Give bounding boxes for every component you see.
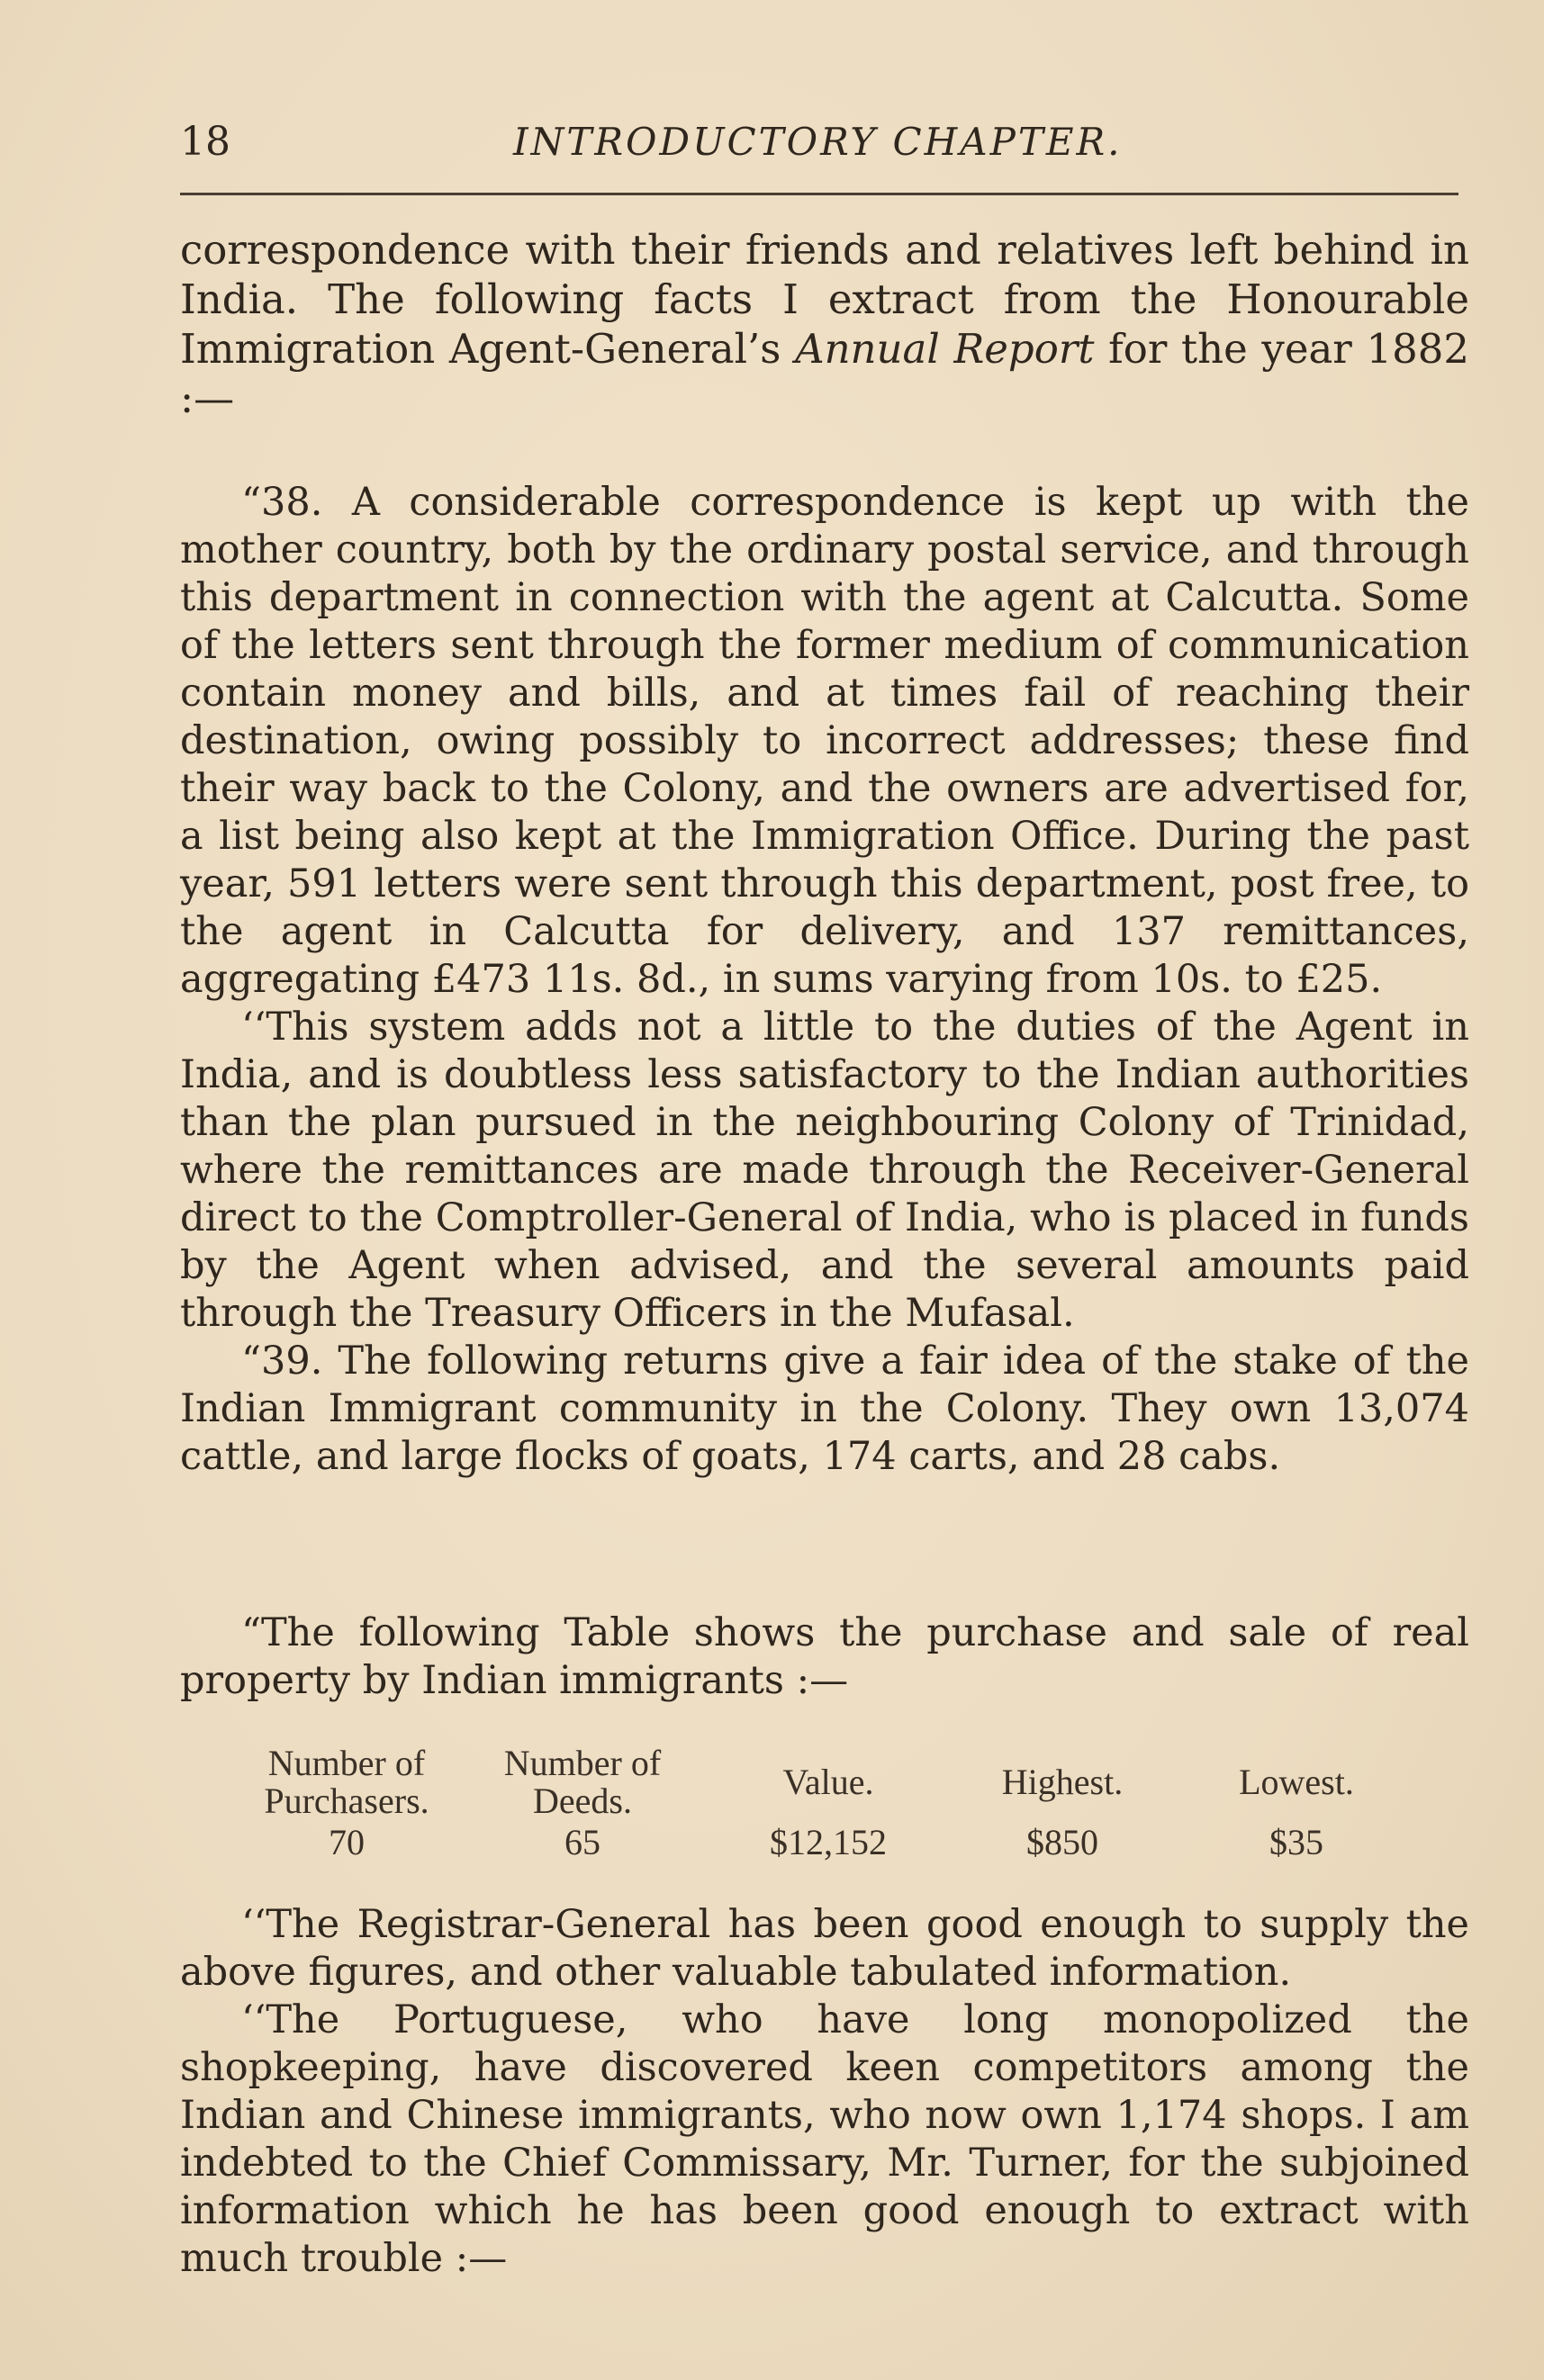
column-header — [729, 1744, 927, 1820]
intro-paragraph — [180, 225, 1469, 423]
table-intro-text: “The following Table shows the purchase and sale of real property by Indian immigrants :— — [180, 1610, 1469, 1703]
paragraph-registrar: ‘‘The Registrar-General has been good enough to supply the above figures, and other valuable tabulated information. — [180, 1902, 1469, 1995]
table-cell: 70 — [329, 1822, 365, 1862]
paragraph-38: “38. A considerable correspondence is kept up with the mother country, both by the ordinary postal service, and through this department in connection with the agent at Calcutta. Some of the letters sent through the former medium of communication contain money and bills, and at times fail of reaching their destination, owing possibly to incorrect addresses; these find their way back to the Colony, and the owners are advertised for, a list being also kept at the Immigration Office. During the past year, 591 letters were sent through this department, post free, to the agent in Calcutta for delivery, and 137 remittances, aggregating £473 11s. 8d., in sums varying from 10s. to £25. — [180, 480, 1469, 1002]
quoted-report — [180, 479, 1469, 1481]
report-title: Annual Report — [795, 325, 1095, 373]
header-line1: Value. — [782, 1762, 874, 1802]
intro-text-part1: correspondence with their friends and relatives left behind in India. The following facts I extract from the Honourable Immigration Agent-General’s — [180, 226, 1469, 373]
header-line1: Number of — [503, 1743, 662, 1783]
header-line1: Lowest. — [1239, 1762, 1354, 1802]
header-line2: Purchasers. — [264, 1780, 429, 1821]
header-rule — [180, 193, 1458, 195]
header-line1: Number of — [267, 1743, 426, 1783]
column-header — [243, 1744, 450, 1820]
closing-paragraphs — [180, 1901, 1469, 2283]
paragraph-system: ‘‘This system adds not a little to the duties of the Agent in India, and is doubtless less satisfactory to the Indian authorities than the plan pursued in the neighbouring Colony of Trinidad, where the remittances are made through the Receiver-General direct to the Comptroller-General of India, who is placed in funds by the Agent when advised, and the several amounts paid through the Treasury Officers in the Mufasal. — [180, 1005, 1469, 1336]
header-line2: Deeds. — [533, 1780, 632, 1821]
table-cell: 65 — [564, 1822, 600, 1862]
table-cell: $12,152 — [770, 1822, 887, 1862]
table-intro-paragraph — [180, 1609, 1469, 1705]
table-cell: $850 — [1026, 1822, 1098, 1862]
chapter-title: INTRODUCTORY CHAPTER. — [513, 120, 1123, 164]
running-head — [180, 115, 1458, 169]
header-line1: Highest. — [1001, 1762, 1124, 1802]
table-column-value — [729, 1744, 927, 1862]
intro-text-part2: for the year 1882 :— — [180, 325, 1469, 422]
intro-text — [180, 225, 1469, 423]
table-column-lowest — [1197, 1744, 1395, 1862]
table-column-highest — [963, 1744, 1161, 1862]
paragraph-39: “39. The following returns give a fair idea of the stake of the Indian Immigrant community in the Colony. They own 13,074 cattle, and large flocks of goats, 174 carts, and 28 cabs. — [180, 1339, 1469, 1479]
column-header — [963, 1744, 1161, 1820]
column-header — [479, 1744, 686, 1820]
table-column-purchasers — [243, 1744, 450, 1862]
column-header — [1197, 1744, 1395, 1820]
table-cell: $35 — [1269, 1822, 1323, 1862]
paragraph-portuguese: ‘‘The Portuguese, who have long monopolized the shopkeeping, have discovered keen competitors among the Indian and Chinese immigrants, who now own 1,174 shops. I am indebted to the Chief Commissary, Mr. Turner, for the subjoined information which he has been good enough to extract with much trouble :— — [180, 1997, 1469, 2281]
page-number: 18 — [180, 119, 230, 165]
table-column-deeds — [479, 1744, 686, 1862]
